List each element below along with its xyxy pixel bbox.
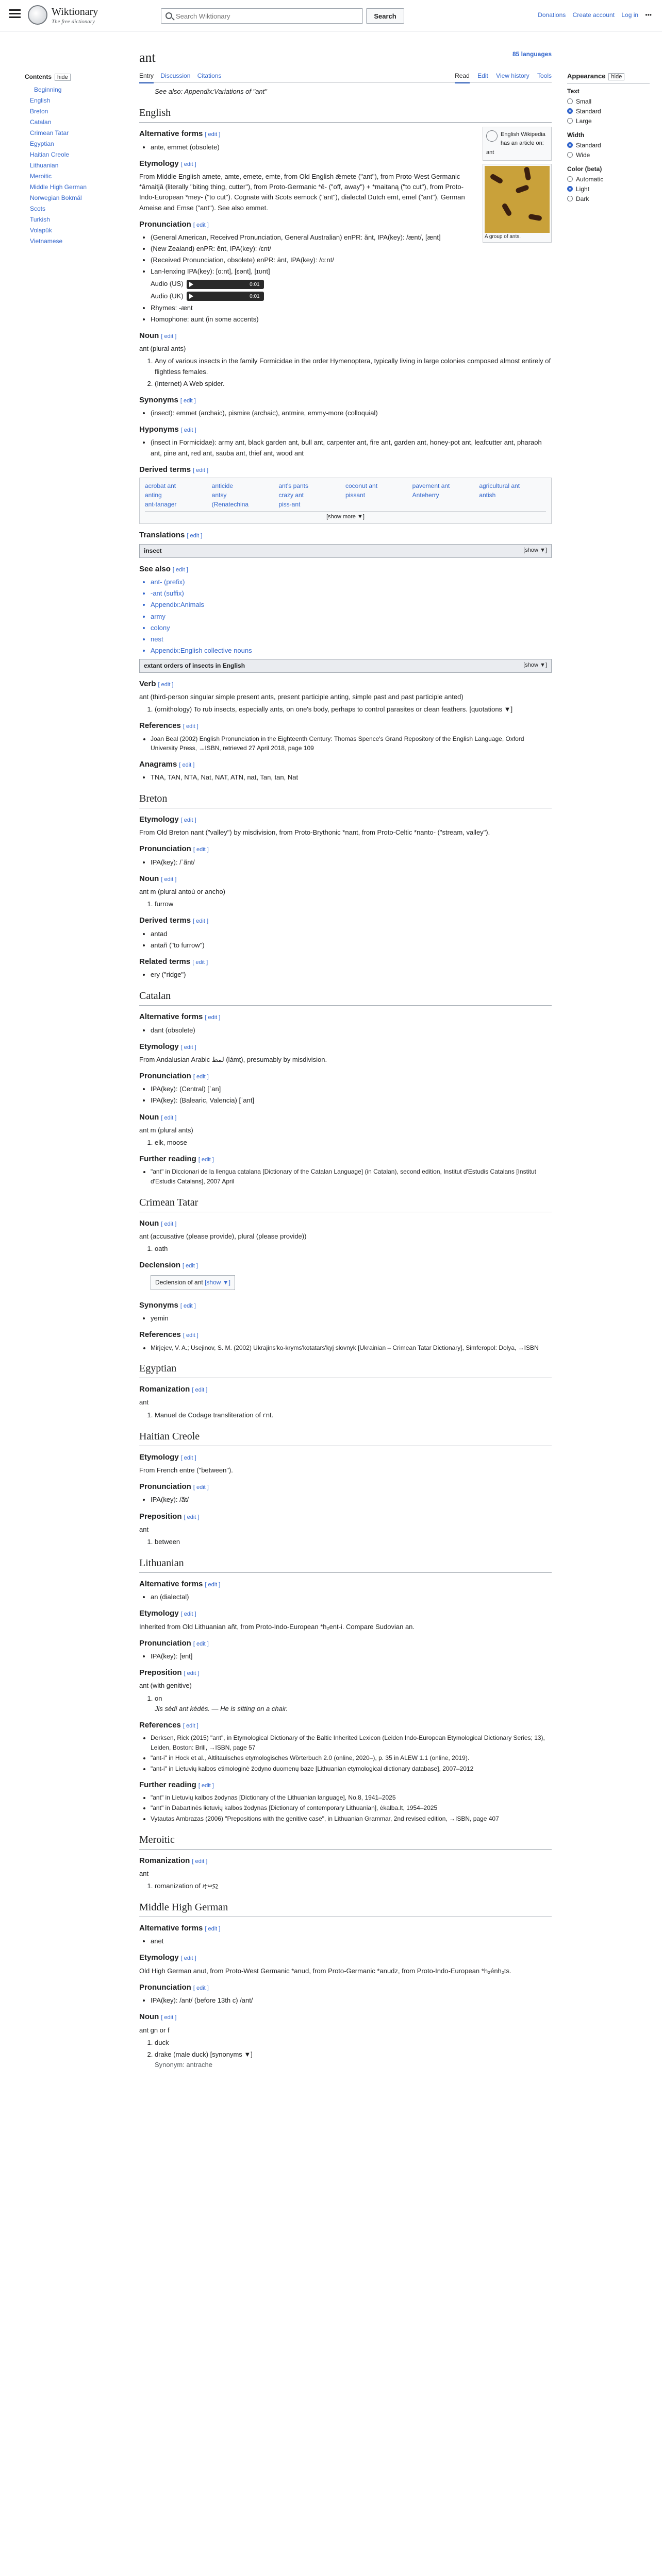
tab-tools[interactable]: Tools <box>537 72 552 80</box>
headword-line: ant <box>139 1398 149 1406</box>
definition: 1. furrow <box>155 899 552 909</box>
audio-player[interactable]: 0:01 <box>187 292 264 301</box>
edit-link[interactable]: [ edit ] <box>192 1858 208 1865</box>
insect-orders-box[interactable]: extant orders of insects in English [show ▼] <box>139 659 552 673</box>
reference: • "ant-i" in Lietuvių kalbos etimologinė žodyno duomenų baze [Lithuanian etymological dictionary database], 2007–2012 <box>151 1764 552 1774</box>
list-item: • Homophone: aunt (in some accents) <box>151 314 552 325</box>
audio-player[interactable]: 0:01 <box>187 280 264 289</box>
appearance-hide-button[interactable]: hide <box>608 73 624 80</box>
derived-term[interactable]: piss-ant <box>278 501 301 508</box>
definition: 1. duck <box>155 2038 552 2048</box>
page-title: ant <box>139 50 156 65</box>
section-anagrams: Anagrams [ edit ] <box>139 759 195 769</box>
definition: 1. on Jis sėdi ant kėdės. — He is sitting on a chair. <box>155 1693 552 1714</box>
derived-term[interactable]: coconut ant <box>345 482 378 489</box>
edit-link[interactable]: [ edit ] <box>184 1670 200 1677</box>
list-item[interactable]: • antañ ("to furrow") <box>151 940 552 951</box>
appearance-panel <box>567 72 650 209</box>
tab-read[interactable]: Read <box>455 71 470 83</box>
toc-item[interactable]: Haitian Creole <box>30 151 70 158</box>
see-also-list <box>151 577 552 656</box>
edit-link[interactable]: [ edit ] <box>187 533 203 539</box>
show-more-button[interactable]: [show more ▼] <box>145 511 546 522</box>
tab-entry[interactable]: Entry <box>139 71 154 83</box>
section-see-also: See also [ edit ] <box>139 564 188 573</box>
wikipedia-box[interactable]: English Wikipedia has an article on: ant <box>483 127 552 160</box>
toc-item[interactable]: Breton <box>30 108 48 115</box>
derived-term[interactable]: Anteherry <box>412 492 439 499</box>
main-content: ant 85 languages Entry Discussion Citations Read Edit View history Tools See also: Appendix:Variations of "ant" English English Wikipedia has an article on: ant A group of ants. Alternative forms [ edit ] • ante, emmet (obsolete) Etymology [ edit ] From Middle English amete, amte, emete, emte, from Old English ǣmete ("ant"), from Proto-West Germanic *āmaitjā (literally "biting thing, cutter"), from Proto-Germanic *ē- ("off, away") + *maitaną ("to cut"), from Proto-Indo-European *mey- ("to cut"). Cognate with Scots eemock ("ant"), dialectal Dutch emt, emel ("ant"), German Ameise and Emse ("ant"). See also emmet. Pronunciation [ edit ] • (General American, Received Pronunciation, General Australian) enPR: ănt, IPA(key): /ænt/, [ænt] • (New Zealand) enPR: ĕnt, IPA(key): /ɛnt/ • (Received Pronunciation, obsolete) enPR: änt, IPA(key): /ɑːnt/ • Lan-lenxing IPA(key): [ɑːnt], [ɛənt], [ɪʊnt] Audio (US) 0:01 Audio (UK) 0:01 • Rhymes: -ænt • Homophone: aunt (in some accents) Noun [ edit ] ant (plural ants) 1. Any of various insects in the family Formicidae in the order Hymenoptera, typically living in large colonies composed almost entirely of flightless females. 2. (Internet) A Web spider. Synonyms [ edit ] • (insect): emmet (archaic), pismire (archaic), antmire, emmy-more (colloquial) Hyponyms [ edit ] • (insect in Formicidae): army ant, black garden ant, bull ant, carpenter ant, fire ant, garden ant, honey-pot ant, leafcutter ant, pharaoh ant, pine ant, red ant, sauba ant, thief ant, wood ant Derived terms [ edit ] acrobat ant anticide ant's pants coconut ant pavement ant agricultural ant anting antsy crazy ant pissant Anteherry antish ant-tanager (Renatechina piss-ant [show more ▼] Translations [ edit ] insect [show ▼] See also [ edit ] • ant- (prefix) • -ant (suffix) • Appendix:Animals • army • colony • nest • Appendix:English collective nouns extant orders of insects in English [show ▼] Verb [ edit ] ant (third-person singular simple present ants, present participle anting, simple past and past participle anted) 1. (ornithology) To rub insects, especially ants, on one's body, perhaps to control parasites or clean feathers. [quotations ▼] References [ edit ] • Joan Beal (2002) English Pronunciation in the Eighteenth Century: Thomas Spence's Grand Repository of the English Language, Oxford University Press, →ISBN, retrieved 27 April 2018, page 109 Anagrams [ edit ] • TNA, TAN, NTA, Nat, NAT, ATN, nat, Tan, tan, Nat Breton Etymology [ edit ] From Old Breton nant ("valley") by misdivision, from Proto-Brythonic *nant, from Proto-Celtic *nanto- ("stream, valley"). Pronunciation [ edit ] • IPA(key): /ˈãnt/ Noun [ edit ] ant m (plural antoù or ancho) 1. furrow Derived terms [ edit ] • antad • antañ ("to furrow") Related terms [ edit ] • ery ("ridge") Catalan Alternative forms [ edit ] • dant (obsolete) Etymology [ edit ] From Andalusian Arabic لمط (lámṭ), presumably by misdivision. Pronunciation [ edit ] • IPA(key): (Central) [ˈan] • IPA(key): (Balearic, Valencia) [ˈant] Noun [ edit ] ant m (plural ants) 1. elk, moose Further reading [ edit ] • "ant" in Diccionari de la llengua catalana [Dictionary of the Catalan Language] (in Catalan), second edition, Institut d'Estudis Catalans [Institut d'Estudis Catalans], 2007 April Crimean Tatar Noun [ edit ] ant (accusative (please provide), plural (please provide)) 1. oath Declension [ edit ] Declension of ant [show ▼] Synonyms [ edit ] • yemin References [ edit ] • Mirjejev, V. A.; Usejinov, S. M. (2002) Ukrajins'ko-kryms'kotatars'kyj slovnyk [Ukrainian – Crimean Tatar Dictionary], Simferopol: Dolya, →ISBN Egyptian Romanization [ edit ] ant 1. Manuel de Codage transliteration of ꜥnt. Haitian Creole Etymology [ edit ] From French entre ("between"). Pronunciation [ edit ] • IPA(key): /ãt/ Preposition [ edit ] ant 1. between Lithuanian Alternative forms [ edit ] • an (dialectal) Etymology [ edit ] Inherited from Old Lithuanian añt, from Proto-Indo-European *h₂ent-i. Compare Sudovian an. Pronunciation [ edit ] • IPA(key): [ɐnt] Preposition [ edit ] ant (with genitive) 1. on Jis sėdi ant kėdės. — He is sitting on a chair. References [ edit ] • Derksen, Rick (2015) "ant", in Etymological Dictionary of the Baltic Inherited Lexicon (Leiden Indo-European Etymological Dictionary Series; 13), Leiden, Boston: Brill, →ISBN, page 57 • "ant-i" in Hock et al., Altlitauisches etymologisches Wörterbuch 2.0 (online, 2020–), p. 35 in ALEW 1.1 (online, 2019). • "ant-i" in Lietuvių kalbos etimologinė žodyno duomenų baze [Lithuanian etymological dictionary database], 2007–2012 Further reading [ edit ] • "ant" in Lietuvių kalbos žodynas [Dictionary of the Lithuanian language], No.8, 1941–2025 • "ant" in Dabartinės lietuvių kalbos žodynas [Dictionary of contemporary Lithuanian], ėkalba.lt, 1954–2025 • Vytautas Ambrazas (2006) "Prepositions with the genitive case", in Lithuanian Grammar, 2nd revised edition, →ISBN, page 407 Meroitic Romanization [ edit ] ant 1. romanization of 𐦠𐦫𐦵 Middle High German Alternative forms [ edit ] • anet Etymology [ edit ] Old High German anut, from Proto-West Germanic *anud, from Proto-Germanic *anudz, from Proto-Indo-European *h₂énh₂ts. Pronunciation [ edit ] • IPA(key): /ant/ (before 13th c) /ant/ Noun [ edit ] ant gn or f 1. duck 2. drake (male duck) [synonyms ▼] Synonym: antrache <box>139 47 552 2073</box>
toc-item[interactable]: Turkish <box>30 216 50 223</box>
edit-link[interactable]: [ edit ] <box>192 1387 208 1394</box>
list-item: • IPA(key): /ˈãnt/ <box>151 857 552 868</box>
edit-link[interactable]: [ edit ] <box>192 959 208 965</box>
definition: 2. drake (male duck) [synonyms ▼] Synonym: antrache <box>155 2049 552 2070</box>
list-item: • (Received Pronunciation, obsolete) enPR: änt, IPA(key): /ɑːnt/ <box>151 255 552 265</box>
tab-citations[interactable]: Citations <box>197 72 222 80</box>
definition: 1. elk, moose <box>155 1138 552 1148</box>
toc-item[interactable]: Meroitic <box>30 173 52 180</box>
list-item: • (New Zealand) enPR: ĕnt, IPA(key): /ɛnt/ <box>151 244 552 254</box>
lang-heading-english: English <box>139 105 552 123</box>
derived-term[interactable]: pissant <box>345 492 366 499</box>
text-size-large[interactable]: Large <box>567 116 650 126</box>
edit-link[interactable]: [ edit ] <box>193 222 209 228</box>
toc-item[interactable]: Crimean Tatar <box>30 129 69 137</box>
list-item: • ante, emmet (obsolete) <box>151 142 552 152</box>
edit-link[interactable]: [ edit ] <box>193 467 209 473</box>
lang-heading-meroitic: Meroitic <box>139 1832 552 1850</box>
site-name[interactable]: Wiktionary <box>52 6 98 18</box>
headword-line: ant (plural ants) <box>139 345 186 353</box>
reference: • Derksen, Rick (2015) "ant", in Etymological Dictionary of the Baltic Inherited Lexicon (Leiden Indo-European Etymological Dictionary Series; 13), Leiden, Boston: Brill, →ISBN, page 57 <box>151 1733 552 1752</box>
lang-heading-haitian-creole: Haitian Creole <box>139 1429 552 1446</box>
color-group: Color (beta) Automatic Light Dark <box>567 165 650 204</box>
list-item: • (General American, Received Pronunciation, General Australian) enPR: ănt, IPA(key): /ænt/, [ænt] <box>151 232 552 243</box>
derived-term[interactable]: ant's pants <box>278 482 308 489</box>
toc-list <box>25 84 92 247</box>
section-derived-terms: Derived terms [ edit ] <box>139 465 209 474</box>
edit-link[interactable]: [ edit ] <box>183 1263 198 1269</box>
photo-caption: A group of ants. <box>485 233 521 240</box>
section-references: References [ edit ] <box>139 721 198 731</box>
tab-discussion[interactable]: Discussion <box>160 72 191 80</box>
edit-link[interactable]: [ edit ] <box>193 1985 209 1991</box>
edit-link[interactable]: [ edit ] <box>193 1640 209 1647</box>
derived-term[interactable]: ant-tanager <box>145 501 177 508</box>
definition: 1. romanization of 𐦠𐦫𐦵 <box>155 1881 552 1891</box>
etymology-text: Inherited from Old Lithuanian añt, from Proto-Indo-European *h₂ent-i. Compare Sudovian an. <box>139 1622 415 1631</box>
play-icon <box>189 282 193 287</box>
list-item[interactable]: • antad <box>151 929 552 939</box>
toc-item[interactable]: Egyptian <box>30 140 54 147</box>
search-button[interactable]: Search <box>366 8 404 24</box>
derived-term[interactable]: antsy <box>211 492 227 499</box>
edit-link[interactable]: [ edit ] <box>205 1014 221 1021</box>
edit-link[interactable]: [ edit ] <box>193 1484 209 1491</box>
reference: • "ant" in Lietuvių kalbos žodynas [Dictionary of the Lithuanian language], No.8, 1941–2025 <box>151 1793 552 1803</box>
edit-link[interactable]: [ edit ] <box>193 846 209 853</box>
section-translations: Translations [ edit ] <box>139 531 203 540</box>
toc-item[interactable]: Norwegian Bokmål <box>30 194 82 201</box>
toc-item[interactable]: English <box>30 97 51 104</box>
edit-link[interactable]: [ edit ] <box>180 427 196 434</box>
donations-link[interactable]: Donations <box>538 11 566 19</box>
derived-term[interactable]: agricultural ant <box>479 482 520 489</box>
toc-item[interactable]: Scots <box>30 205 46 212</box>
color-dark[interactable]: Dark <box>567 194 650 204</box>
edit-link[interactable]: [ edit ] <box>161 1114 177 1121</box>
list-item: • IPA(key): (Central) [ˈan] <box>151 1084 552 1094</box>
toc-item[interactable]: Lithuanian <box>30 162 59 169</box>
derived-term[interactable]: anticide <box>211 482 234 489</box>
derived-term[interactable]: anting <box>145 492 162 499</box>
headword-line: ant m (plural ants) <box>139 1126 193 1134</box>
edit-link[interactable]: [ edit ] <box>198 1157 214 1163</box>
edit-link[interactable]: [ edit ] <box>161 333 177 340</box>
edit-link[interactable]: [ edit ] <box>193 1074 209 1080</box>
edit-link[interactable]: [ edit ] <box>161 876 177 883</box>
ant-photo[interactable] <box>483 164 552 243</box>
edit-link[interactable]: [ edit ] <box>205 1926 221 1933</box>
definition: 1. Any of various insects in the family Formicidae in the order Hymenoptera, typically living in large colonies composed almost entirely of flightless females. <box>155 356 552 377</box>
derived-term[interactable]: (Renatechina <box>211 501 249 508</box>
list-item: • (insect): emmet (archaic), pismire (archaic), antmire, emmy-more (colloquial) <box>151 408 552 418</box>
section-verb: Verb [ edit ] <box>139 679 174 688</box>
edit-link[interactable]: [ edit ] <box>172 566 188 573</box>
edit-link[interactable]: [ edit ] <box>180 1044 196 1050</box>
section-hyponyms: Hyponyms [ edit ] <box>139 425 196 434</box>
text-size-group: Text Small Standard Large <box>567 88 650 126</box>
derived-term[interactable]: antish <box>479 492 496 499</box>
personal-tools <box>533 11 652 19</box>
headword-line: ant m (plural antoù or ancho) <box>139 888 225 896</box>
color-light[interactable]: Light <box>567 184 650 194</box>
see-also-item[interactable]: • ant- (prefix) <box>151 577 552 587</box>
translations-box[interactable]: insect [show ▼] <box>139 544 552 558</box>
edit-link[interactable]: [ edit ] <box>184 1514 200 1520</box>
edit-link[interactable]: [ edit ] <box>161 2014 177 2021</box>
edit-link[interactable]: [ edit ] <box>180 397 196 404</box>
list-item: • anet <box>151 1936 552 1946</box>
reference: • "ant" in Diccionari de la llengua catalana [Dictionary of the Catalan Language] (in Catalan), second edition, Institut d'Estudis Catalans [Institut d'Estudis Catalans], 2007 April <box>151 1167 552 1186</box>
color-automatic[interactable]: Automatic <box>567 175 650 184</box>
text-size-small[interactable]: Small <box>567 97 650 107</box>
etymology-text: From Old Breton nant ("valley") by misdivision, from Proto-Brythonic *nant, from Proto-Celtic *nanto- ("stream, valley"). <box>139 828 490 837</box>
etymology-text: Old High German anut, from Proto-West Germanic *anud, from Proto-Germanic *anudz, from Proto-Indo-European *h₂énh₂ts. <box>139 1967 511 1975</box>
wikipedia-icon <box>486 130 498 142</box>
list-item: • IPA(key): /ãt/ <box>151 1495 552 1505</box>
languages-button[interactable]: 85 languages <box>512 50 552 58</box>
section-alt-forms: Alternative forms [ edit ] <box>139 129 221 139</box>
edit-link[interactable]: [ edit ] <box>183 723 198 730</box>
edit-link[interactable]: [ edit ] <box>158 681 174 688</box>
declension-box[interactable]: Declension of ant [show ▼] <box>151 1275 235 1290</box>
definition: 1. between <box>155 1537 552 1547</box>
search-icon <box>166 12 172 19</box>
toc-item[interactable]: Volapük <box>30 227 52 234</box>
edit-link[interactable]: [ edit ] <box>180 1302 196 1309</box>
site-tagline: The free dictionary <box>52 19 95 25</box>
page-tabs <box>139 71 552 82</box>
appearance-title: Appearance hide <box>567 72 650 83</box>
headword-line: ant <box>139 1525 149 1533</box>
list-item: • TNA, TAN, NTA, Nat, NAT, ATN, nat, Tan, tan, Nat <box>151 772 552 783</box>
list-item: • an (dialectal) <box>151 1592 552 1602</box>
login-link[interactable]: Log in <box>621 11 639 19</box>
site-header <box>0 0 662 32</box>
definition: 1. Manuel de Codage transliteration of ꜥnt. <box>155 1410 552 1420</box>
reference: • Vytautas Ambrazas (2006) "Prepositions with the genitive case", in Lithuanian Grammar, 2nd revised edition, →ISBN, page 407 <box>151 1814 552 1824</box>
etymology-text: From French entre ("between"). <box>139 1466 233 1474</box>
section-noun: Noun [ edit ] <box>139 331 177 341</box>
etymology-text: From Andalusian Arabic لمط (lámṭ), presumably by misdivision. <box>139 1055 327 1063</box>
usage-example: Jis sėdi ant kėdės. — He is sitting on a chair. <box>155 1704 288 1713</box>
main-menu-icon[interactable] <box>9 9 21 19</box>
see-also-item[interactable]: • -ant (suffix) <box>151 588 552 599</box>
toc-title: Contents hide <box>25 73 92 80</box>
derived-terms-grid <box>145 481 546 509</box>
width-wide[interactable]: Wide <box>567 150 650 160</box>
section-pronunciation: Pronunciation [ edit ] <box>139 219 209 229</box>
lang-heading-crimean-tatar: Crimean Tatar <box>139 1195 552 1212</box>
edit-link[interactable]: [ edit ] <box>198 1782 214 1789</box>
section-synonyms: Synonyms [ edit ] <box>139 395 196 404</box>
reference: • "ant-i" in Hock et al., Altlitauisches etymologisches Wörterbuch 2.0 (online, 2020–), p. 35 in ALEW 1.1 (online, 2019). <box>151 1753 552 1763</box>
etymology-text: From Middle English amete, amte, emete, emte, from Old English ǣmete ("ant"), from Proto-West Germanic *āmaitjā (literally "biting thing, cutter"), from Proto-Germanic *ē- ("off, away") + *maitaną ("to cut"), from Proto-Indo-European *mey- ("to cut"). Cognate with Scots eemock ("ant"), dialectal Dutch emt, emel ("ant"), German Ameise and Emse ("ant"). See also emmet. <box>139 173 465 212</box>
derived-term[interactable]: acrobat ant <box>145 482 176 489</box>
ant-image <box>485 166 550 233</box>
edit-link[interactable]: [ edit ] <box>180 817 196 824</box>
derived-terms-box <box>139 478 552 524</box>
edit-link[interactable]: [ edit ] <box>161 1221 177 1227</box>
search-input[interactable] <box>176 11 356 21</box>
list-item: • yemin <box>151 1313 552 1324</box>
lang-heading-catalan: Catalan <box>139 988 552 1006</box>
edit-link[interactable]: [ edit ] <box>183 1332 198 1339</box>
reference: • "ant" in Dabartinės lietuvių kalbos žodynas [Dictionary of contemporary Lithuanian], ėkalba.lt, 1954–2025 <box>151 1803 552 1813</box>
derived-term[interactable]: crazy ant <box>278 492 304 499</box>
table-of-contents <box>25 73 92 247</box>
edit-link[interactable]: [ edit ] <box>180 1611 196 1618</box>
list-item: • dant (obsolete) <box>151 1025 552 1036</box>
derived-term[interactable]: pavement ant <box>412 482 450 489</box>
toc-item[interactable]: Beginning <box>34 86 62 93</box>
toc-item[interactable]: Vietnamese <box>30 238 63 245</box>
search-box <box>161 8 363 24</box>
toc-item[interactable]: Catalan <box>30 118 52 126</box>
reference: • Mirjejev, V. A.; Usejinov, S. M. (2002) Ukrajins'ko-kryms'kotatars'kyj slovnyk [Ukrainian – Crimean Tatar Dictionary], Simferopol: Dolya, →ISBN <box>151 1343 552 1353</box>
lang-heading-middle-high-german: Middle High German <box>139 1900 552 1917</box>
headword-line: ant <box>139 1869 149 1877</box>
headword-line: ant (accusative (please provide), plural (please provide)) <box>139 1232 307 1240</box>
toc-hide-button[interactable]: hide <box>55 74 71 81</box>
list-item: • IPA(key): [ɐnt] <box>151 1651 552 1662</box>
edit-link[interactable]: [ edit ] <box>193 918 209 925</box>
see-also-item[interactable]: • Appendix:Animals <box>151 600 552 610</box>
edit-link[interactable]: [ edit ] <box>179 761 195 768</box>
audio-uk: Audio (UK) 0:01 <box>151 291 552 301</box>
play-icon <box>189 294 193 299</box>
edit-link[interactable]: [ edit ] <box>180 161 196 167</box>
see-also-item[interactable]: • Appendix:English collective nouns <box>151 646 552 656</box>
see-also-item[interactable]: • nest <box>151 634 552 645</box>
create-account-link[interactable]: Create account <box>572 11 615 19</box>
toc-item[interactable]: Middle High German <box>30 183 87 191</box>
list-item: • ery ("ridge") <box>151 970 552 980</box>
list-item: • Lan-lenxing IPA(key): [ɑːnt], [ɛənt], [ɪʊnt] <box>151 266 552 277</box>
tab-view-history[interactable]: View history <box>496 72 529 80</box>
text-size-standard[interactable]: Standard <box>567 107 650 116</box>
edit-link[interactable]: [ edit ] <box>180 1955 196 1962</box>
edit-link[interactable]: [ edit ] <box>205 1582 221 1588</box>
definition: 1. oath <box>155 1244 552 1254</box>
lang-heading-lithuanian: Lithuanian <box>139 1555 552 1573</box>
headword-line: ant (with genitive) <box>139 1682 192 1690</box>
edit-link[interactable]: [ edit ] <box>180 1454 196 1461</box>
list-item: • IPA(key): (Balearic, Valencia) [ˈant] <box>151 1095 552 1106</box>
width-standard[interactable]: Standard <box>567 141 650 150</box>
list-item: • IPA(key): /ant/ (before 13th c) /ant/ <box>151 1995 552 2006</box>
wiktionary-logo[interactable] <box>28 5 47 25</box>
tab-edit[interactable]: Edit <box>477 72 488 80</box>
more-options-icon[interactable]: ••• <box>645 11 652 19</box>
lang-heading-breton: Breton <box>139 791 552 808</box>
lang-heading-egyptian: Egyptian <box>139 1361 552 1378</box>
list-item: • (insect in Formicidae): army ant, black garden ant, bull ant, carpenter ant, fire ant, garden ant, honey-pot ant, leafcutter ant, pharaoh ant, pine ant, red ant, sauba ant, thief ant, wood ant <box>151 437 552 458</box>
headword-line: ant gn or f <box>139 2026 170 2034</box>
edit-link[interactable]: [ edit ] <box>183 1722 198 1729</box>
audio-us: Audio (US) 0:01 <box>151 279 552 289</box>
reference: • Joan Beal (2002) English Pronunciation in the Eighteenth Century: Thomas Spence's Grand Repository of the English Language, Oxford University Press, →ISBN, retrieved 27 April 2018, page 109 <box>151 734 552 753</box>
see-also-item[interactable]: • colony <box>151 623 552 633</box>
definition: 2. (Internet) A Web spider. <box>155 379 552 389</box>
definition: 1. (ornithology) To rub insects, especially ants, on one's body, perhaps to control parasites or clean feathers. [quotations ▼] <box>155 704 552 715</box>
list-item: • Rhymes: -ænt <box>151 303 552 313</box>
section-etymology: Etymology [ edit ] <box>139 159 196 168</box>
edit-link[interactable]: [ edit ] <box>205 131 221 138</box>
see-also-item[interactable]: • army <box>151 612 552 622</box>
width-group: Width Standard Wide <box>567 131 650 160</box>
headword-line: ant (third-person singular simple present ants, present participle anting, simple past and past participle anted) <box>139 692 464 701</box>
see-also-hatnote: See also: Appendix:Variations of "ant" <box>155 88 267 96</box>
